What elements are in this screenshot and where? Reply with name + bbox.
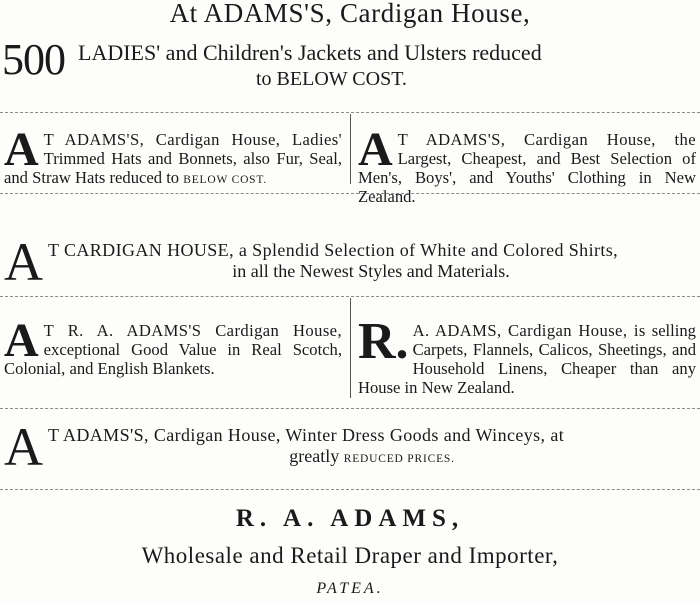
divider bbox=[0, 112, 700, 113]
ad-blankets bbox=[4, 314, 342, 378]
drop-cap: A bbox=[4, 314, 39, 367]
divider bbox=[0, 193, 700, 194]
ad-carpets-linens bbox=[358, 313, 696, 397]
ad-body: in all the Newest Styles and Materials. bbox=[232, 261, 510, 281]
drop-cap: A bbox=[358, 123, 393, 176]
ad-lead: T ADAMS'S, Cardigan House, Ladies' bbox=[43, 130, 342, 149]
drop-cap: A bbox=[4, 417, 43, 477]
ad-shirts bbox=[4, 232, 694, 292]
ad-winter-dress-goods bbox=[4, 417, 696, 477]
jackets-count: 500 bbox=[2, 35, 65, 84]
ad-tail: BELOW COST. bbox=[183, 174, 268, 186]
ad-body: selling Carpets, Flannels, Calicos, Sheetings, and Household Linens, Cheaper than any House in New Zealand. bbox=[358, 321, 696, 397]
divider bbox=[0, 408, 700, 409]
proprietor-name: R. A. ADAMS, bbox=[235, 505, 465, 532]
proprietor-place: PATEA. bbox=[316, 580, 384, 597]
ad-body: Largest, Cheapest, and Best Selection of Men's, Boys', and Youths' Clothing in New Zealand. bbox=[358, 149, 696, 206]
ad-lead: T R. A. ADAMS'S Cardigan House, bbox=[43, 321, 342, 340]
headline: At ADAMS'S, Cardigan House, bbox=[169, 0, 531, 28]
drop-cap: A bbox=[4, 123, 39, 176]
ad-clothing bbox=[358, 123, 696, 206]
ad-body: Trimmed Hats and Bonnets, also Fur, Seal, and Straw Hats reduced to bbox=[4, 149, 342, 187]
ad-body: greatly bbox=[289, 446, 340, 466]
jackets-line-1: LADIES' and Children's Jackets and Ulsters reduced bbox=[78, 40, 542, 65]
ad-body: exceptional Good Value in Real Scotch, Colonial, and English Blankets. bbox=[4, 340, 342, 378]
drop-cap: R. bbox=[358, 313, 409, 370]
divider bbox=[0, 296, 700, 297]
drop-cap: A bbox=[4, 232, 43, 292]
ad-hats-bonnets bbox=[4, 123, 342, 190]
divider bbox=[0, 489, 700, 490]
ad-lead: A. ADAMS, Cardigan House, is bbox=[412, 321, 646, 340]
ad-lead: T ADAMS'S, Cardigan House, Winter Dress Goods and Winceys, at bbox=[48, 425, 565, 445]
column-divider bbox=[350, 298, 351, 398]
jackets-line-2: to BELOW COST. bbox=[256, 68, 407, 90]
proprietor-role: Wholesale and Retail Draper and Importer, bbox=[141, 543, 559, 568]
ad-lead: T CARDIGAN HOUSE, a Splendid Selection of White and Colored Shirts, bbox=[48, 240, 619, 260]
column-divider bbox=[350, 114, 351, 184]
ad-tail: REDUCED PRICES. bbox=[343, 453, 455, 465]
ad-lead: T ADAMS'S, Cardigan House, the bbox=[397, 130, 696, 149]
